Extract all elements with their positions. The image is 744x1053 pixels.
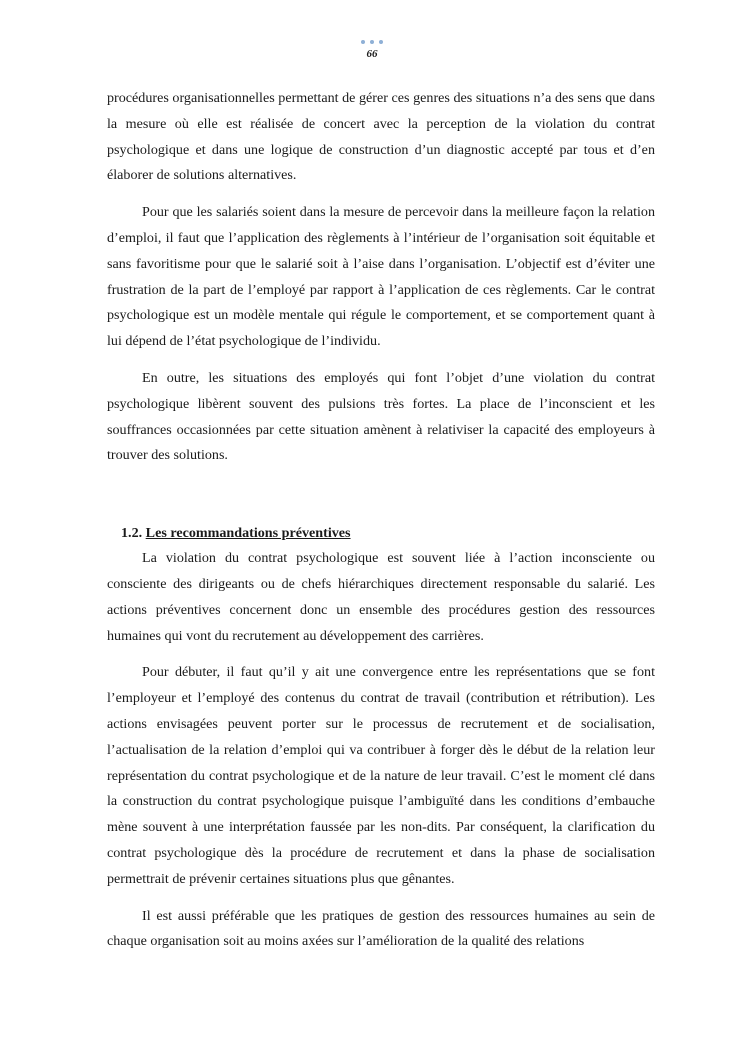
paragraph-1: procédures organisationnelles permettant de gérer ces genres des situations n’a des sens que dans la mesure où elle est réalisée de concert avec la perception de la violation du contrat psychologique et dans une logique de construction d’un diagnostic accepté par tous et d’en élaborer de solutions alternatives. xyxy=(107,90,655,184)
paragraph-5: Pour débuter, il faut qu’il y ait une convergence entre les représentations que se font l’employeur et l’employé des contenus du contrat de travail (contribution et rétribution). Les actions envisagées peuvent porter sur le processus de recrutement et de socialisation, l’actualisation de la relation d’emploi qui va contribuer à forger dès le début de la relation leur représentation du contrat psychologique et de la nature de leur travail. C’est le moment clé dans la construction du contrat psychologique puisque l’ambiguïté dans les conditions d’embauche mène souvent à une interprétation faussée par les non-dits. Par conséquent, la clarification du contrat psychologique dès la procédure de recrutement et dans la phase de socialisation permettrait de prévenir certaines situations plus que gênantes. xyxy=(107,664,655,887)
page-header xyxy=(0,40,744,60)
paragraph-4: La violation du contrat psychologique est souvent liée à l’action inconsciente ou consciente des dirigeants ou de chefs hiérarchiques directement responsable du salarié. Les actions préventives concernent donc un ensemble des procédures gestion des ressources humaines qui vont du recrutement au développement des carrières. xyxy=(107,550,655,644)
section-title: Les recommandations préventives xyxy=(145,525,351,542)
header-ornament xyxy=(0,40,744,46)
section-number: 1.2. xyxy=(121,525,143,542)
page-number: 66 xyxy=(366,48,378,60)
body-text xyxy=(107,86,655,955)
paragraph-3: En outre, les situations des employés qui font l’objet d’une violation du contrat psychologique libèrent souvent des pulsions très fortes. La place de l’inconscient et les souffrances occasionnées par cette situation amènent à relativiser la capacité des employeurs à trouver des solutions. xyxy=(107,369,655,464)
paragraph-6: Il est aussi préférable que les pratiques de gestion des ressources humaines au sein de chaque organisation soit au moins axées sur l’amélioration de la qualité des relations xyxy=(107,907,655,950)
paragraph-2: Pour que les salariés soient dans la mesure de percevoir dans la meilleure façon la relation d’emploi, il faut que l’application des règlements à l’intérieur de l’organisation soit équitable et sans favoritisme pour que le salarié soit à l’aise dans l’organisation. L’objectif est d’éviter une frustration de la part de l’employé par rapport à l’application de ces règlements. Car le contrat psychologique est un modèle mentale qui régule le comportement, et se comportement quant à lui dépend de l’état psychologique de l’individu. xyxy=(107,204,655,350)
ornament-dot xyxy=(361,40,365,44)
section-heading xyxy=(107,524,655,543)
ornament-dot xyxy=(370,40,374,44)
ornament-dot xyxy=(379,40,383,44)
